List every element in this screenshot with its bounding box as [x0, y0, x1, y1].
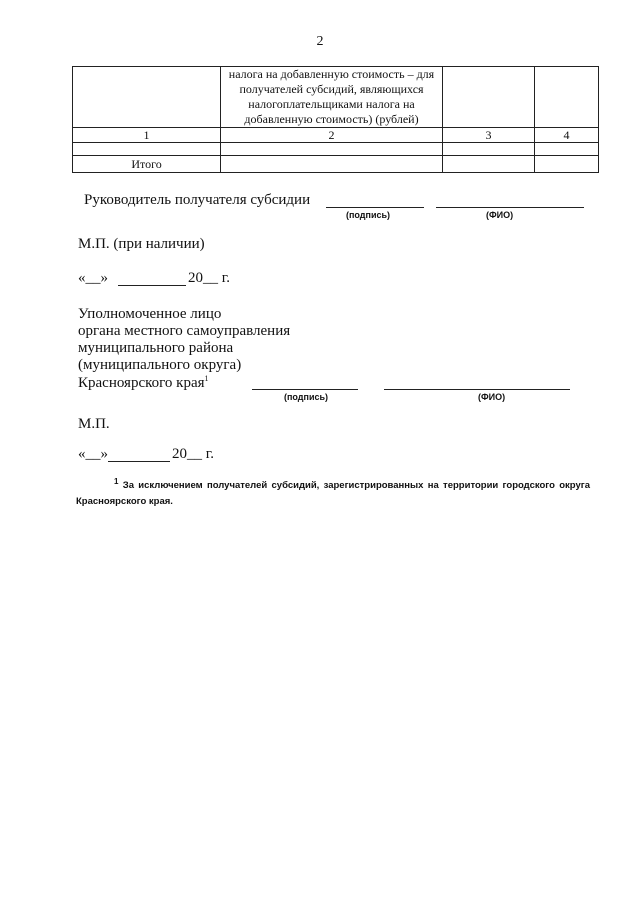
footnote-reference: 1: [204, 374, 209, 383]
name-caption: (ФИО): [486, 210, 514, 220]
footnote-mark: 1: [114, 477, 119, 486]
table-row-empty: [73, 143, 599, 156]
date-quote-2: «__»: [78, 446, 108, 462]
table-cell: [221, 143, 443, 156]
date-quote: «__»: [78, 270, 108, 286]
signature-caption: (подпись): [346, 210, 391, 220]
table-cell: [535, 67, 599, 128]
date-year: 20__ г.: [188, 270, 230, 286]
stamp-label-2: М.П.: [78, 416, 110, 432]
authorized-line-5-text: Красноярского края: [78, 375, 205, 391]
name-line-2: [384, 389, 570, 390]
table-cell: [221, 156, 443, 173]
table-cell: [535, 143, 599, 156]
table-row-numbers: [73, 128, 599, 143]
table-cell: [443, 67, 535, 128]
date-month-line: [118, 285, 186, 286]
authorized-line-5: [78, 374, 209, 392]
table-row-total: [73, 156, 599, 173]
table-cell: [73, 143, 221, 156]
footnote: [76, 474, 590, 510]
column-number-2: 2: [221, 128, 443, 143]
table-column-description: налога на добавленную стоимость – для получателей субсидий, являющихся налогоплательщиками налога на добавленную стоимость) (рублей): [221, 67, 443, 128]
date-month-line-2: [108, 461, 170, 462]
date-year-2: 20__ г.: [172, 446, 214, 462]
manager-label: Руководитель получателя субсидии: [84, 192, 311, 208]
signature-caption-2: (подпись): [284, 392, 329, 402]
table-row: [73, 67, 599, 128]
report-table: [72, 66, 599, 173]
name-caption-2: (ФИО): [478, 392, 506, 402]
signature-line-2: [252, 389, 358, 390]
table-cell: [73, 67, 221, 128]
signature-line: [326, 207, 424, 208]
name-line: [436, 207, 584, 208]
footnote-text: За исключением получателей субсидий, зарегистрированных на территории городского округа Красноярского края.: [76, 480, 590, 508]
authorized-line-1: Уполномоченное лицо: [78, 306, 222, 322]
authorized-line-2: органа местного самоуправления: [78, 323, 291, 339]
column-number-3: 3: [443, 128, 535, 143]
table-cell: [443, 156, 535, 173]
table-cell: [443, 143, 535, 156]
authorized-line-3: муниципального района: [78, 340, 234, 356]
page-number: 2: [316, 34, 324, 49]
column-number-4: 4: [535, 128, 599, 143]
column-number-1: 1: [73, 128, 221, 143]
stamp-label: М.П. (при наличии): [78, 236, 205, 252]
table-cell: [535, 156, 599, 173]
authorized-line-4: (муниципального округа): [78, 357, 242, 373]
total-label: Итого: [73, 156, 221, 173]
